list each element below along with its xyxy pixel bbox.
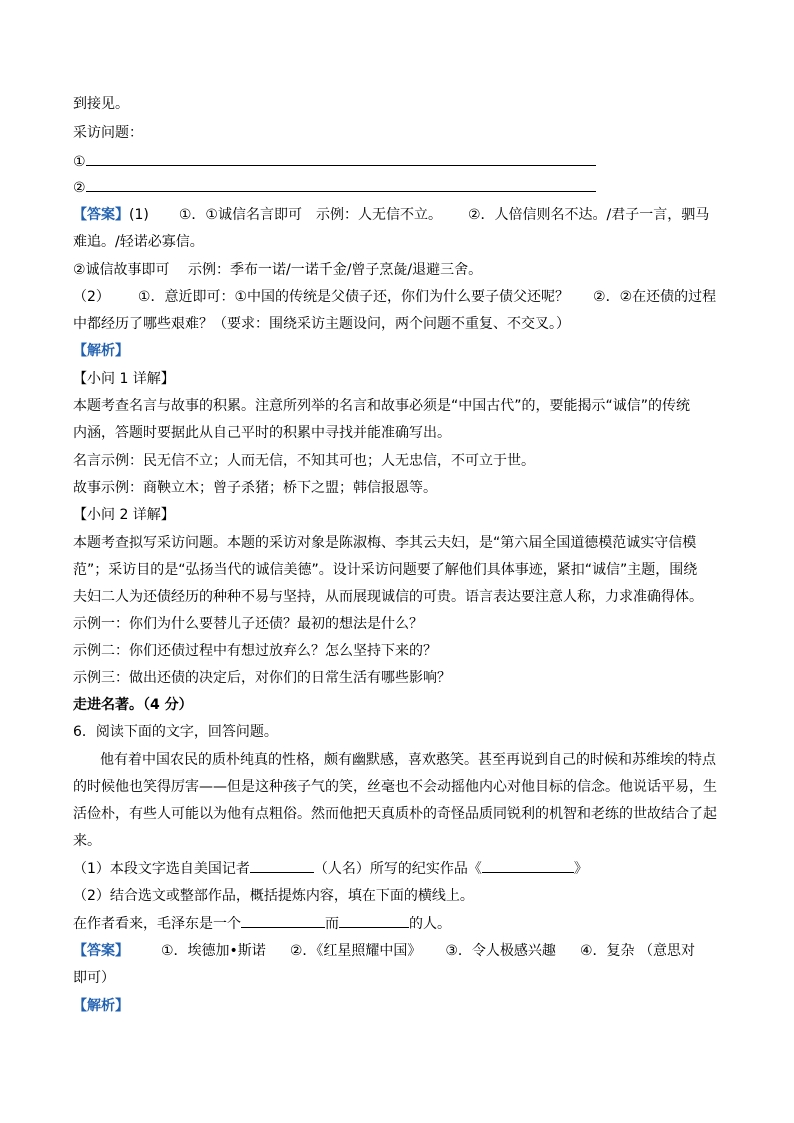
text-line: 到接见。 xyxy=(73,96,129,112)
fill-blank xyxy=(250,858,314,873)
text-line: 难追。/轻诺必寡信。 xyxy=(73,234,204,250)
text-line: 中都经历了哪些艰难？（要求：围绕采访主题设问，两个问题不重复、不交叉。） xyxy=(73,316,570,332)
text-line: 故事示例：商鞅立木；曾子杀猪；桥下之盟；韩信报恩等。 xyxy=(73,480,437,496)
fill-blank xyxy=(86,177,596,192)
text-line: 即可） xyxy=(73,970,115,986)
section-heading: 【小问 2 详解】 xyxy=(73,507,175,523)
text-line: ②诚信故事即可 示例：季布一诺/一诺千金/曾子烹彘/退避三舍。 xyxy=(73,262,483,278)
answer-blank-line-1 xyxy=(73,151,596,171)
text-line: 本题考查名言与故事的积累。注意所列举的名言和故事必须是“中国古代”的，要能揭示“诚信”的传统 xyxy=(73,398,691,414)
fill-blank xyxy=(241,913,325,928)
passage-line: 来。 xyxy=(73,833,101,849)
text-line: 夫妇二人为还债经历的种种不易与坚持，从而展现诚信的可贵。语言表达要注意人称，力求准确得体。 xyxy=(73,589,703,605)
text-line: 范”；采访目的是“弘扬当代的诚信美德”。设计采访问题要了解他们具体事迹，紧扣“诚信”主题，围绕 xyxy=(73,562,698,578)
question-line: 在作者看来，毛泽东是一个 而 的人。 xyxy=(73,913,451,933)
text-line: 示例二：你们还债过程中有想过放弃么？怎么坚持下来的？ xyxy=(73,643,437,659)
passage-line: 的时候他也笑得厉害——但是这种孩子气的笑，丝毫也不会动摇他内心对他目标的信念。他说话平易，生 xyxy=(73,779,717,795)
section-title: 走进名著。（4 分） xyxy=(73,697,193,713)
answer-tag: 【答案】 xyxy=(73,943,129,959)
passage-line: 他有着中国农民的质朴纯真的性格，颇有幽默感，喜欢憨笑。甚至再说到自己的时候和苏维埃的特点 xyxy=(100,752,716,768)
answer-line: （2） ①．意近即可：①中国的传统是父债子还，你们为什么要子债父还呢？ ②．②在还债的过程 xyxy=(73,289,717,305)
answer-line: 【答案】 ①．埃德加•斯诺 ②．《红星照耀中国》 ③．令人极感兴趣 ④．复杂 （意思对 xyxy=(73,943,695,959)
question-stem: 6．阅读下面的文字，回答问题。 xyxy=(73,724,278,740)
fill-blank xyxy=(86,151,596,166)
text-line: 示例一：你们为什么要替儿子还债？最初的想法是什么？ xyxy=(73,616,423,632)
text-line: 内涵，答题时要据此从自己平时的积累中寻找并能准确写出。 xyxy=(73,425,451,441)
answer-tag: 【答案】 xyxy=(73,207,129,223)
fill-blank xyxy=(482,858,574,873)
circled-number: ① xyxy=(73,154,86,170)
text-line: 本题考查拟写采访问题。本题的采访对象是陈淑梅、李其云夫妇，是“第六届全国道德模范诚实守信模 xyxy=(73,535,697,551)
fill-blank xyxy=(339,913,409,928)
answer-line: 【答案】(1) ①．①诚信名言即可 示例：人无信不立。 ②．人倍信则名不达。/君子一言，驷马 xyxy=(73,207,710,223)
analysis-tag: 【解析】 xyxy=(73,343,129,359)
analysis-tag: 【解析】 xyxy=(73,998,129,1014)
passage-line: 活俭朴，有些人可能以为他有点粗俗。然而他把天真质朴的奇怪品质同锐利的机智和老练的世故结合了起 xyxy=(73,806,717,822)
question-line: （2）结合选文或整部作品，概括提炼内容，填在下面的横线上。 xyxy=(73,888,474,904)
text-line: 名言示例：民无信不立；人而无信，不知其可也；人无忠信，不可立于世。 xyxy=(73,453,535,469)
text-line: 采访问题： xyxy=(73,125,143,141)
question-line: （1）本段文字选自美国记者 （人名）所写的纪实作品《 》 xyxy=(73,858,588,878)
section-heading: 【小问 1 详解】 xyxy=(73,371,175,387)
text-line: 示例三：做出还债的决定后，对你们的日常生活有哪些影响？ xyxy=(73,670,451,686)
answer-blank-line-2 xyxy=(73,177,596,197)
circled-number: ② xyxy=(73,180,86,196)
